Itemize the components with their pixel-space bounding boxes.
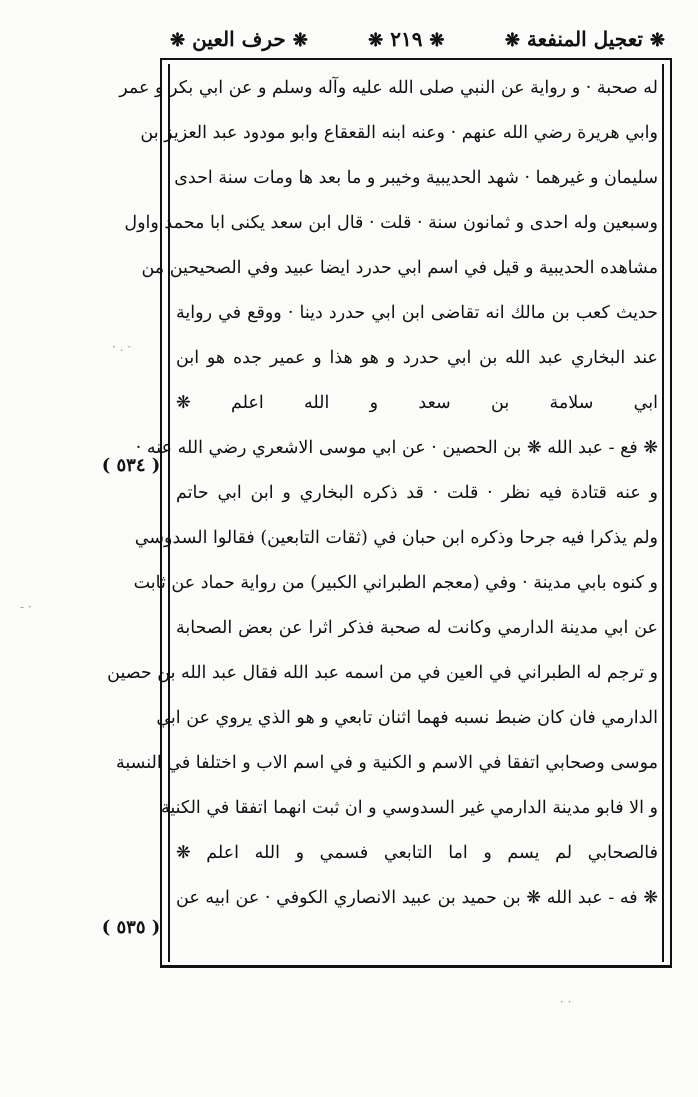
text-line: ولم يذكرا فيه جرحا وذكره ابن حبان في (ثقات التابعين) فقالوا السدوسي [134, 528, 658, 548]
entry-number-535: ( ٥٣٥ ) [101, 917, 161, 938]
text-line: عند البخاري عبد الله بن ابي حدرد و هو هذا و عمير جده هو ابن [176, 348, 658, 368]
entry-number-534: ( ٥٣٤ ) [101, 455, 161, 476]
ornament-icon: ❋ [649, 30, 665, 51]
ornament-icon: ❋ [292, 30, 308, 51]
page-number: ٢١٩ [390, 27, 423, 51]
scan-speck: · . · [112, 340, 132, 354]
ornament-icon: ❋ [429, 30, 445, 51]
header-left-title [505, 27, 665, 51]
chapter-title: حرف العين [192, 27, 286, 51]
text-line: وسبعين وله احدى و ثمانون سنة · قلت · قال ابن سعد يكنى ابا محمد واول [124, 213, 658, 233]
text-line: و عنه قتادة فيه نظر · قلت · قد ذكره البخاري و ابن ابي حاتم [176, 483, 658, 503]
text-line: و ترجم له الطبراني في العين في من اسمه عبد الله فقال عبد الله بن حصين [107, 663, 658, 683]
scan-speck: - · [20, 600, 32, 614]
text-line: وابي هريرة رضي الله عنهم · وعنه ابنه القعقاع وابو مودود عبد العزيز بن [140, 123, 658, 143]
scan-speck: · · [560, 995, 572, 1009]
ornament-icon: ❋ [368, 30, 384, 51]
text-line: موسى وصحابي اتفقا في الاسم و الكنية و في اسم الاب و اختلفا في النسبة [115, 753, 658, 773]
book-title: تعجيل المنفعة [526, 27, 643, 51]
text-line: له صحبة · و رواية عن النبي صلى الله عليه وآله وسلم و عن ابي بكر و عمر [119, 78, 658, 98]
ornament-icon: ❋ [504, 30, 520, 51]
text-line: و كنوه بابي مدينة · وفي (معجم الطبراني الكبير) من رواية حماد عن ثابت [133, 573, 658, 593]
text-line: مشاهده الحديبية و قيل في اسم ابي حدرد ايضا عبيد وفي الصحيحين من [141, 258, 658, 278]
header-right-title [170, 27, 308, 51]
text-line: عن ابي مدينة الدارمي وكانت له صحبة فذكر اثرا عن بعض الصحابة [176, 618, 658, 638]
ornament-icon: ❋ [170, 30, 186, 51]
text-line: ابي سلامة بن سعد و الله اعلم ❋ [176, 393, 658, 413]
text-line: و الا فابو مدينة الدارمي غير السدوسي و ان ثبت انهما اتفقا في الكنية [160, 798, 658, 818]
text-line: سليمان و غيرهما · شهد الحديبية وخيبر و ما بعد ها ومات سنة احدى [174, 168, 658, 188]
page-header [170, 18, 665, 60]
text-line: الدارمي فان كان ضبط نسبه فهما اثنان تابعي و هو الذي يروي عن ابي [156, 708, 658, 728]
entry-heading-line: ❋ فه - عبد الله ❋ بن حميد بن عبيد الانصاري الكوفي · عن ابيه عن [176, 888, 658, 908]
text-line: فالصحابي لم يسم و اما التابعي فسمي و الله اعلم ❋ [176, 843, 658, 863]
header-page-number [368, 27, 444, 51]
text-line: حديث كعب بن مالك انه تقاضى ابن ابي حدرد دينا · ووقع في رواية [176, 303, 658, 323]
entry-heading-line: ❋ فع - عبد الله ❋ بن الحصين · عن ابي موسى الاشعري رضي الله عنه · [135, 438, 658, 458]
